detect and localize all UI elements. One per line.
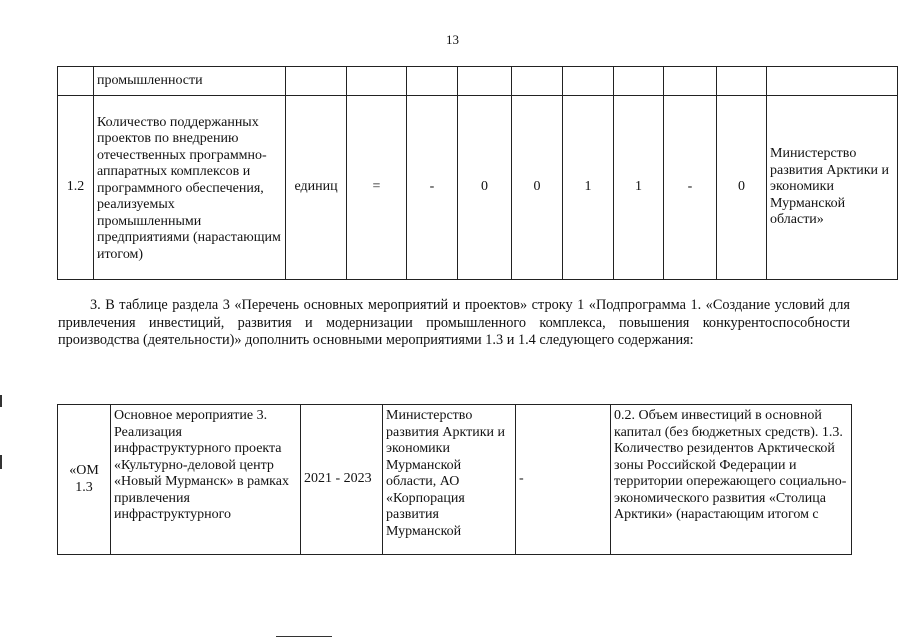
cell-name-continuation: промышленности (94, 67, 286, 96)
cell-value: 0 (717, 96, 767, 280)
cell-responsible: Министерство развития Арктики и экономики Мурманской области» (767, 96, 898, 280)
paragraph-text: 3. В таблице раздела 3 «Перечень основных мероприятий и проектов» строку 1 «Подпрограмма 1. «Создание условий для привлечения инвестиций, развития и модернизации промышленного комплекса, повышения конкурентоспособности производства (деятельности)» дополнить основными мероприятиями 1.3 и 1.4 следующего содержания: (58, 297, 850, 348)
cell-unit: единиц (286, 96, 347, 280)
cell-empty (563, 67, 614, 96)
cell-empty (767, 67, 898, 96)
cell-empty (458, 67, 512, 96)
cell-value: 1 (563, 96, 614, 280)
cell-period: 2021 - 2023 (301, 405, 383, 555)
cell-sign: = (347, 96, 407, 280)
cell-value: - (664, 96, 717, 280)
cell-empty (286, 67, 347, 96)
cell-empty (664, 67, 717, 96)
cell-empty (614, 67, 664, 96)
cell-indicators: 0.2. Объем инвестиций в основной капитал (без бюджетных средств). 1.3. Количество резидентов Арктической зоны Российской Федерации и территории опережающего социально-экономического развития «Столица Арктики» (нарастающим итогом с (611, 405, 852, 555)
cell-num-empty (58, 67, 94, 96)
amendment-paragraph (58, 297, 850, 350)
table-row-continuation (58, 67, 898, 96)
cell-row-number: 1.2 (58, 96, 94, 280)
table-row (58, 96, 898, 280)
cell-value: 0 (512, 96, 563, 280)
footnote-rule (276, 636, 332, 637)
cell-value: - (407, 96, 458, 280)
page-number: 13 (446, 32, 459, 47)
cell-empty (717, 67, 767, 96)
cell-funding: - (516, 405, 611, 555)
cell-empty (347, 67, 407, 96)
table-row (58, 405, 852, 555)
scan-edge-mark (0, 395, 2, 407)
cell-value: 1 (614, 96, 664, 280)
scan-edge-mark (0, 455, 2, 469)
cell-empty (407, 67, 458, 96)
cell-value: 0 (458, 96, 512, 280)
measures-table (57, 404, 852, 555)
cell-executor: Министерство развития Арктики и экономики Мурманской области, АО «Корпорация развития Мурманской (383, 405, 516, 555)
cell-indicator-name: Количество поддержанных проектов по внедрению отечественных программно-аппаратных комплексов и программного обеспечения, реализуемых промышленными предприятиями (нарастающим итогом) (94, 96, 286, 280)
cell-measure-name: Основное мероприятие 3. Реализация инфраструктурного проекта «Культурно-деловой центр «Новый Мурманск» в рамках привлечения инфраструктурного (111, 405, 301, 555)
cell-empty (512, 67, 563, 96)
cell-measure-code: «ОМ 1.3 (58, 405, 111, 555)
indicators-table (57, 66, 898, 280)
